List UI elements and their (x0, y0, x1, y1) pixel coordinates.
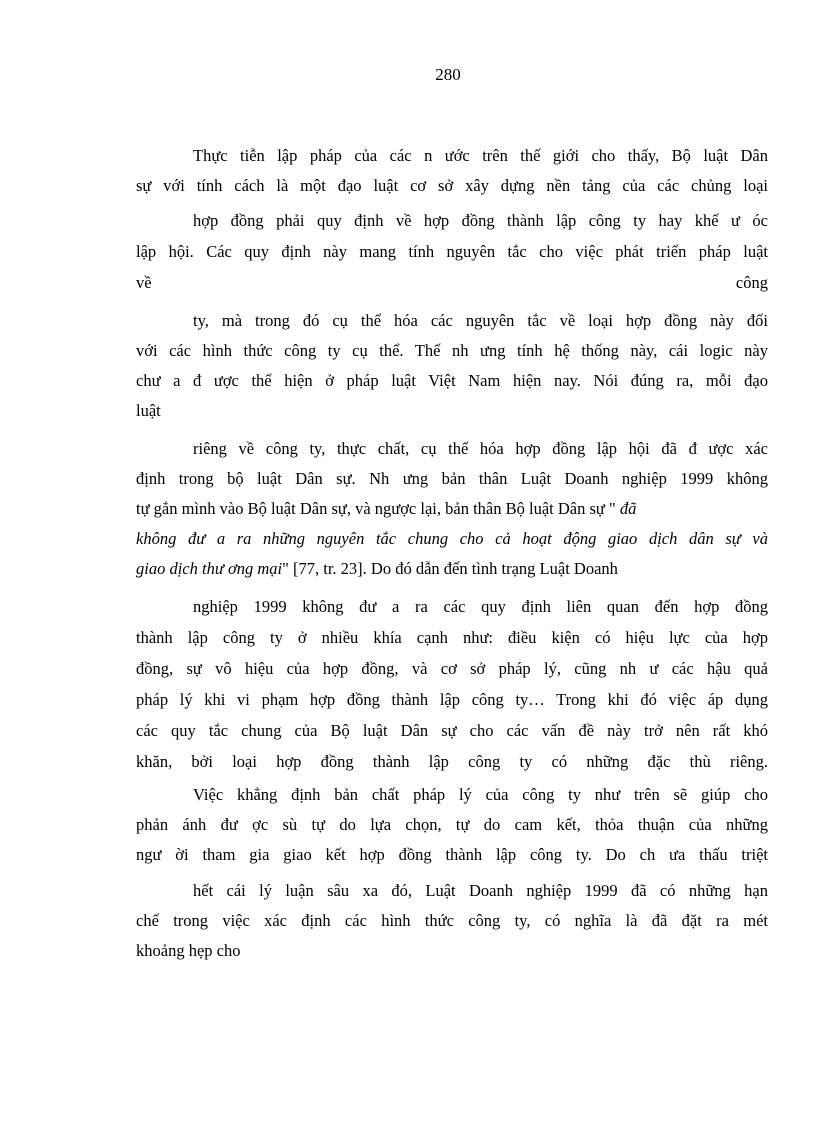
text-line: luật (136, 401, 161, 420)
text-line: hết cái lý luận sâu xa đó, Luật Doanh nghiệp 1999 đã có những hạn (193, 881, 768, 900)
text-line (136, 558, 768, 580)
text-run: tự gắn mình vào Bộ luật Dân sự, và ngược lại, bản thân Bộ luật Dân sự " (136, 499, 616, 518)
text-line: công (735, 273, 768, 292)
text-line: Việc khẳng định bản chất pháp lý của công ty như trên sẽ giúp cho (193, 785, 768, 804)
text-line: đồng, sự vô hiệu của hợp đồng, và cơ sở pháp lý, cũng nh ư các hậu quả (136, 659, 768, 678)
text-line: phản ánh đư ợc sù tự do lựa chọn, tự do cam kết, thỏa thuận của những (136, 815, 768, 834)
text-line: pháp lý khi vi phạm hợp đồng thành lập công ty… Trong khi đó việc áp dụng (136, 690, 768, 709)
text-line: thành lập công ty ở nhiều khía cạnh như: điều kiện có hiệu lực của hợp (136, 628, 768, 647)
text-line: khoảng hẹp cho (136, 941, 241, 960)
text-line (136, 498, 768, 520)
text-line: ty, mà trong đó cụ thể hóa các nguyên tắc về loại hợp đồng này đối (193, 311, 768, 330)
text-line: riêng về công ty, thực chất, cụ thể hóa hợp đồng lập hội đã đ ược xác (193, 439, 768, 458)
text-line: chư a đ ược thể hiện ở pháp luật Việt Nam hiện nay. Nói đúng ra, mỗi đạo (136, 371, 768, 390)
text-line: định trong bộ luật Dân sự. Nh ưng bản thân Luật Doanh nghiệp 1999 không (136, 469, 768, 488)
text-line: không đư a ra những nguyên tắc chung cho cả hoạt động giao dịch dân sự và (136, 529, 768, 548)
text-line: ngư ời tham gia giao kết hợp đồng thành lập công ty. Do ch ưa thấu triệt (136, 845, 768, 864)
text-line: nghiệp 1999 không đư a ra các quy định liên quan đến hợp đồng (193, 597, 768, 616)
text-line: Thực tiễn lập pháp của các n ước trên thế giới cho thấy, Bộ luật Dân (193, 146, 768, 165)
text-line: hợp đồng phải quy định về hợp đồng thành lập công ty hay khế ư óc (193, 211, 768, 230)
italic-text-run: giao dịch thư ơng mại (136, 559, 283, 578)
text-line: lập hội. Các quy định này mang tính nguyên tắc cho việc phát triển pháp luật (136, 242, 768, 261)
text-line: chế trong việc xác định các hình thức công ty, có nghĩa là đã đặt ra mét (136, 911, 768, 930)
text-line: với các hình thức công ty cụ thể. Thế nh ưng tính hệ thống này, cái logic này (136, 341, 768, 360)
text-line: khăn, bởi loại hợp đồng thành lập công ty có những đặc thù riêng. (136, 752, 768, 771)
italic-text-run: đã (619, 499, 637, 518)
page-number: 280 (435, 65, 461, 84)
text-line: các quy tắc chung của Bộ luật Dân sự cho các vấn đề này trở nên rất khó (136, 721, 768, 740)
text-line: sự với tính cách là một đạo luật cơ sở xây dựng nền tảng của các chủng loại (136, 176, 768, 195)
text-line: về (136, 273, 152, 292)
text-run: " [77, tr. 23]. Do đó dẫn đến tình trạng Luật Doanh (282, 559, 618, 578)
